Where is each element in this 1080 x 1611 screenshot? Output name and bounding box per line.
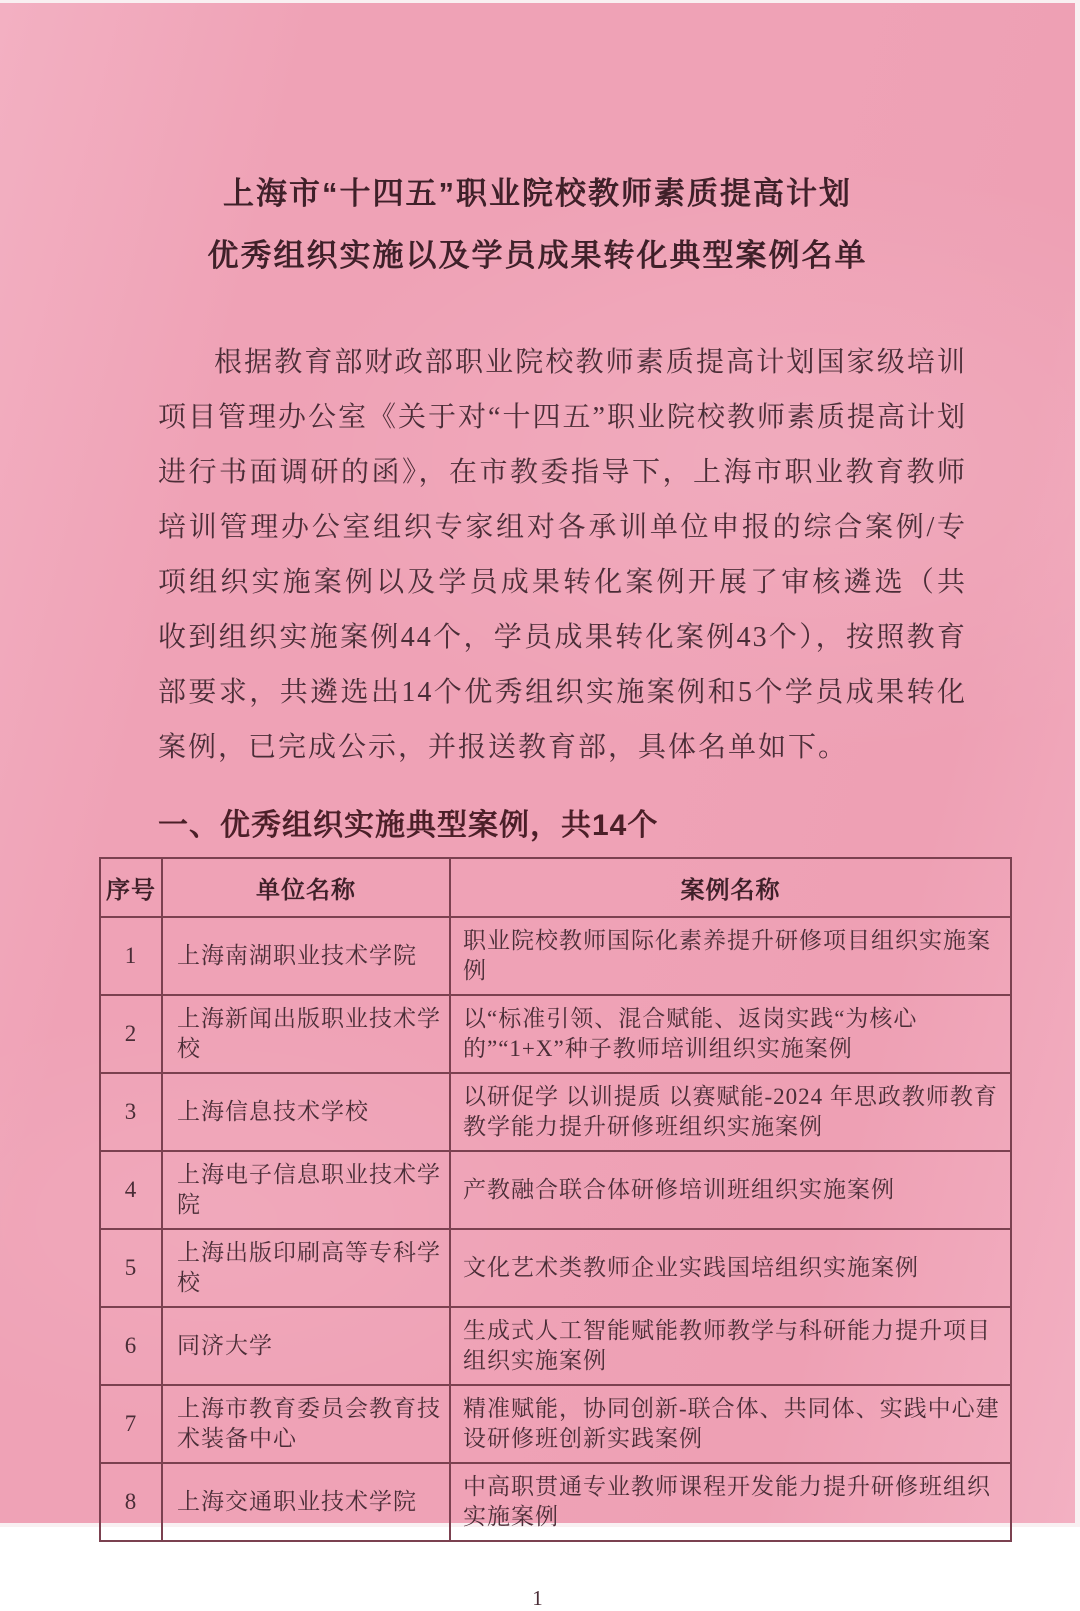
document-title-line-2: 优秀组织实施以及学员成果转化典型案例名单 [207, 238, 868, 273]
org-name-cell: 上海出版印刷高等专科学校 [162, 1229, 450, 1307]
col-header-index: 序号 [100, 858, 162, 917]
table-row [100, 1307, 1011, 1385]
case-name-cell: 文化艺术类教师企业实践国培组织实施案例 [450, 1229, 1011, 1307]
row-index-cell: 3 [100, 1073, 162, 1151]
intro-paragraph: 根据教育部财政部职业院校教师素质提高计划国家级培训项目管理办公室《关于对“十四五”职业院校教师素质提高计划进行书面调研的函》，在市教委指导下，上海市职业教育教师培训管理办公室组织专家组对各承训单位申报的综合案例/专项组织实施案例以及学员成果转化案例开展了审核遴选（共收到组织实施案例44个，学员成果转化案例43个），按照教育部要求，共遴选出14个优秀组织实施案例和5个学员成果转化案例，已完成公示，并报送教育部，具体名单如下。 [158, 347, 967, 763]
org-name-cell: 上海电子信息职业技术学院 [162, 1151, 450, 1229]
document-title [0, 163, 1075, 287]
row-index-cell: 1 [100, 917, 162, 995]
row-index-cell: 4 [100, 1151, 162, 1229]
row-index-cell: 6 [100, 1307, 162, 1385]
table-row [100, 1385, 1011, 1463]
table-row [100, 1463, 1011, 1541]
table-row [100, 1151, 1011, 1229]
org-name-cell: 同济大学 [162, 1307, 450, 1385]
row-index-cell: 5 [100, 1229, 162, 1307]
col-header-case-name: 案例名称 [450, 858, 1011, 917]
case-name-cell: 中高职贯通专业教师课程开发能力提升研修班组织实施案例 [450, 1463, 1011, 1541]
table-row [100, 1073, 1011, 1151]
case-name-cell: 以“标准引领、混合赋能、返岗实践“为核心的”“1+X”种子教师培训组织实施案例 [450, 995, 1011, 1073]
org-name-cell: 上海交通职业技术学院 [162, 1463, 450, 1541]
case-name-cell: 以研促学 以训提质 以赛赋能-2024 年思政教师教育教学能力提升研修班组织实施案例 [450, 1073, 1011, 1151]
section-heading: 一、优秀组织实施典型案例，共14个 [158, 809, 659, 842]
table-row [100, 917, 1011, 995]
case-table [99, 857, 1012, 1542]
header-row [100, 858, 1011, 917]
org-name-cell: 上海南湖职业技术学院 [162, 917, 450, 995]
org-name-cell: 上海市教育委员会教育技术装备中心 [162, 1385, 450, 1463]
row-index-cell: 8 [100, 1463, 162, 1541]
row-index-cell: 2 [100, 995, 162, 1073]
row-index-cell: 7 [100, 1385, 162, 1463]
case-name-cell: 职业院校教师国际化素养提升研修项目组织实施案例 [450, 917, 1011, 995]
case-name-cell: 产教融合联合体研修培训班组织实施案例 [450, 1151, 1011, 1229]
org-name-cell: 上海新闻出版职业技术学校 [162, 995, 450, 1073]
org-name-cell: 上海信息技术学校 [162, 1073, 450, 1151]
table-row [100, 1229, 1011, 1307]
case-name-cell: 精准赋能，协同创新-联合体、共同体、实践中心建设研修班创新实践案例 [450, 1385, 1011, 1463]
document-title-line-1: 上海市“十四五”职业院校教师素质提高计划 [223, 176, 852, 211]
page-number: 1 [532, 1586, 543, 1610]
case-table-body [100, 917, 1011, 1541]
case-name-cell: 生成式人工智能赋能教师教学与科研能力提升项目组织实施案例 [450, 1307, 1011, 1385]
case-table-header [100, 858, 1011, 917]
pink-paper-page [0, 3, 1075, 1610]
table-row [100, 995, 1011, 1073]
col-header-organization: 单位名称 [162, 858, 450, 917]
